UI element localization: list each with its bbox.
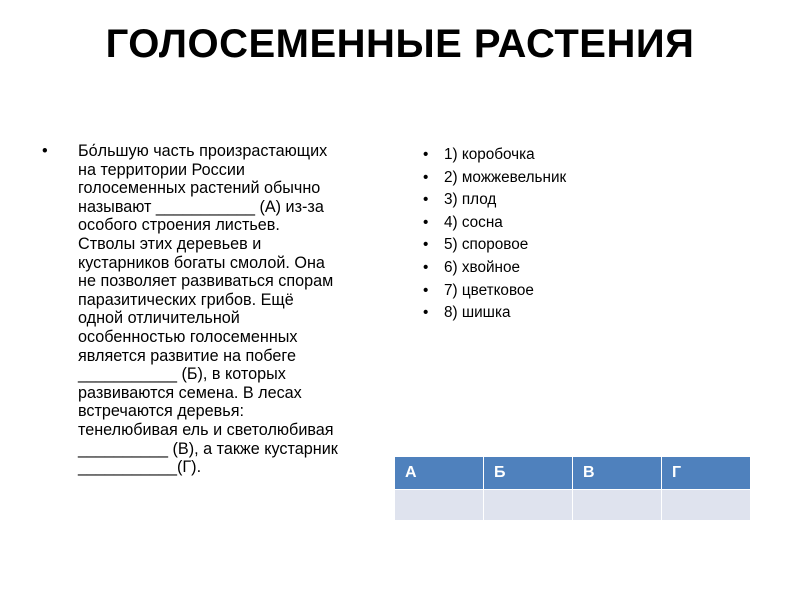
option-item [423,257,566,280]
paragraph-line: встречаются деревья: [78,402,244,421]
paragraph-line: одной отличительной [78,309,240,328]
answer-input-row [395,490,751,521]
option-item [423,167,566,190]
paragraph-line: является развитие на побеге [78,346,296,365]
paragraph-line: __________ (В), а также кустарник [78,439,338,458]
option-item [423,234,566,257]
option-item [423,280,566,303]
option-item [423,189,566,212]
paragraph-text [78,142,338,477]
bullet-icon: • [423,258,429,276]
paragraph-line: ___________ (Б), в которых [78,365,286,384]
option-label: 5) споровое [444,236,529,254]
bullet-icon: • [423,146,429,163]
paragraph-line: голосеменных растений обычно [78,179,321,198]
option-label: 7) цветковое [444,281,534,299]
answer-header-g: Г [662,457,751,490]
answer-header-row [395,457,751,490]
paragraph-line: Стволы этих деревьев и [78,234,262,253]
option-label: 8) шишка [444,304,511,322]
bullet-icon: • [423,304,429,322]
paragraph-line: паразитических грибов. Ещё [78,290,294,309]
paragraph-line: особенностью голосеменных [78,327,298,346]
option-label: 4) сосна [444,213,503,231]
bullet-icon: • [423,236,429,254]
paragraph-line: тенелюбивая ель и светолюбивая [78,420,334,439]
option-item [423,212,566,235]
answer-table [394,456,751,521]
task-paragraph [42,142,394,477]
answer-cell-g[interactable] [662,490,751,521]
answer-header-a: А [395,457,484,490]
paragraph-line: развиваются семена. В лесах [78,383,302,402]
answer-header-b: Б [484,457,573,490]
answer-cell-v[interactable] [573,490,662,521]
paragraph-line: называют ___________ (А) из-за [78,197,324,216]
bullet-icon: • [423,191,429,209]
option-label: 3) плод [444,191,497,209]
paragraph-line: особого строения листьев. [78,216,280,235]
options-list [423,144,566,325]
answer-cell-a[interactable] [395,490,484,521]
answer-cell-b[interactable] [484,490,573,521]
bullet-icon: • [423,281,429,299]
paragraph-line: на территории России [78,160,245,179]
bullet-icon: • [423,213,429,231]
answer-header-v: В [573,457,662,490]
paragraph-line: не позволяет развиваться спорам [78,272,334,291]
option-label: 1) коробочка [444,146,535,163]
slide-title: ГОЛОСЕМЕННЫЕ РАСТЕНИЯ [105,22,695,66]
option-item [423,302,566,325]
option-item [423,144,566,167]
paragraph-line: ___________(Г). [78,458,202,477]
bullet-icon: • [423,168,429,186]
bullet-icon: • [42,142,48,160]
option-label: 2) можжевельник [444,168,567,186]
paragraph-line: кустарников богаты смолой. Она [78,253,325,272]
option-label: 6) хвойное [444,258,520,276]
paragraph-line: Бо́льшую часть произрастающих [78,142,328,160]
